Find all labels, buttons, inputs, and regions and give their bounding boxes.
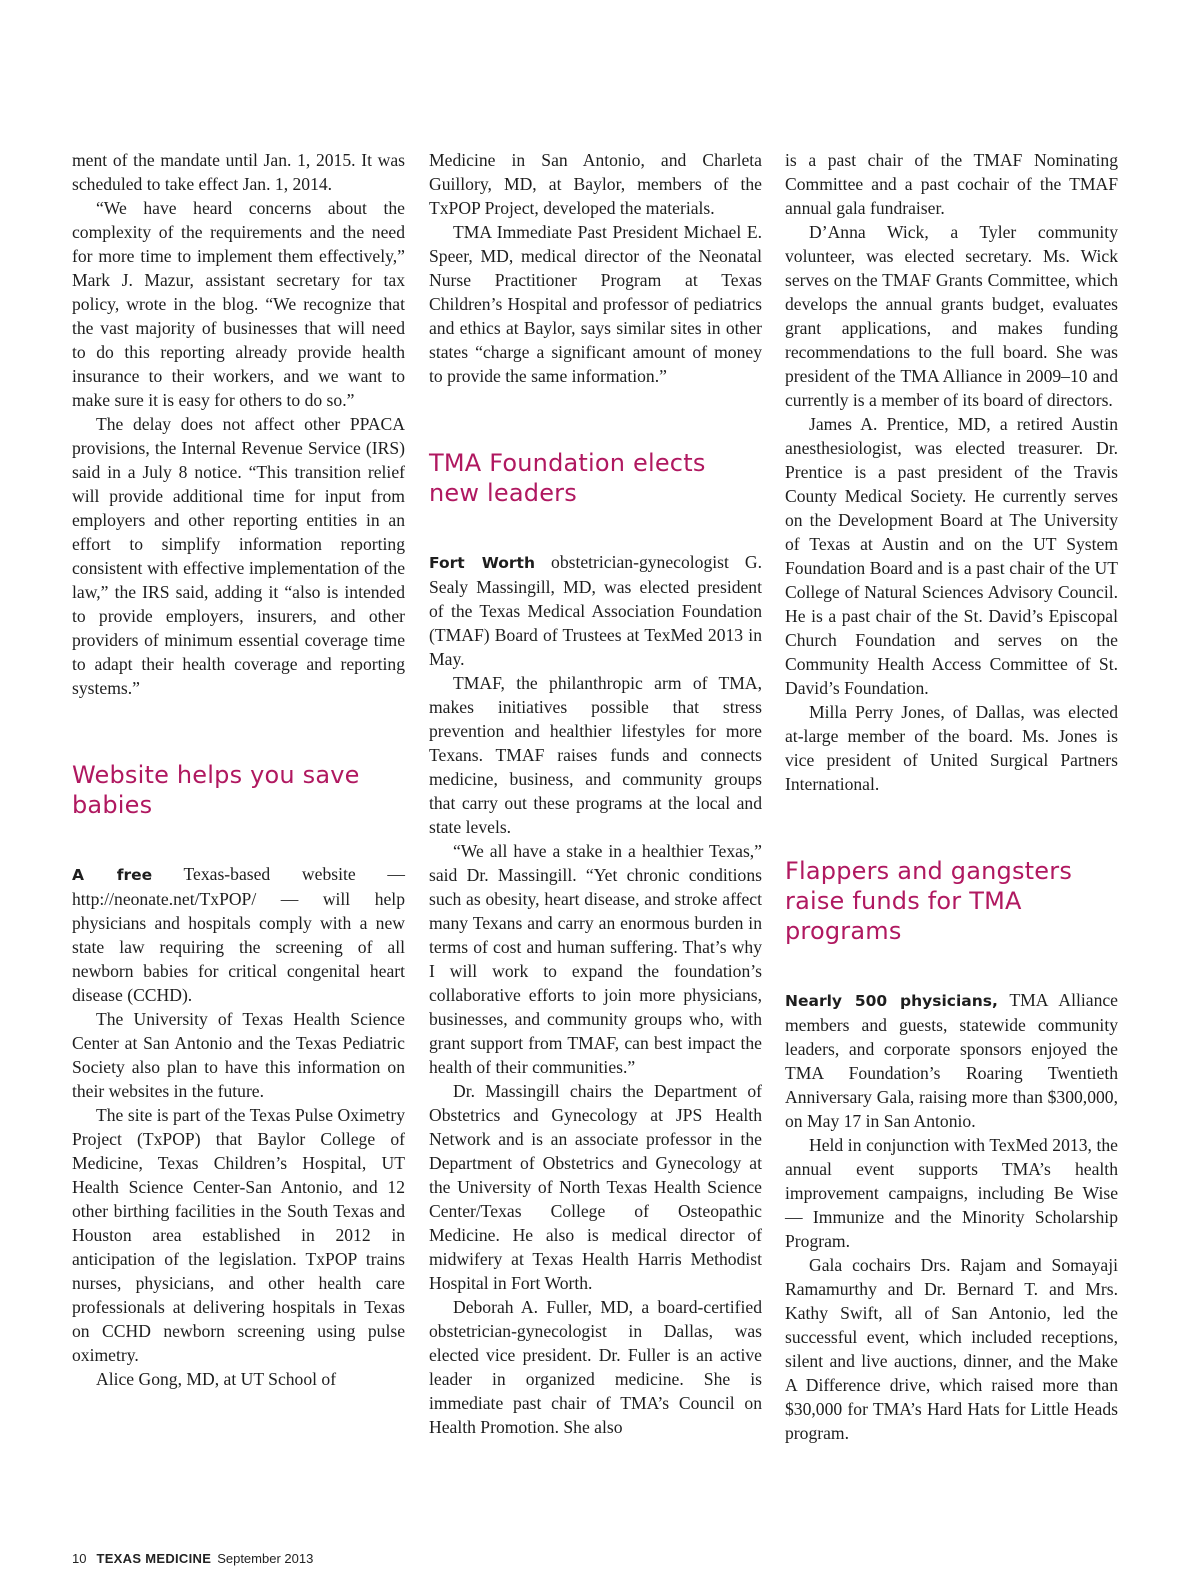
paragraph: ment of the mandate until Jan. 1, 2015. It was scheduled to take effect Jan. 1, 2014. [72, 150, 405, 194]
lead-paragraph [785, 988, 1118, 1133]
issue-date: September 2013 [217, 1551, 314, 1566]
article-column-1 [72, 148, 405, 1391]
paragraph: Held in conjunction with TexMed 2013, the annual event supports TMA’s health improvement campaigns, including Be Wise — Immunize and the Minority Scholarship Program. [785, 1135, 1118, 1251]
article-column-3 [785, 148, 1118, 1445]
paragraph: is a past chair of the TMAF Nominating Committee and a past cochair of the TMAF annual gala fundraiser. [785, 150, 1118, 218]
paragraph-text: Texas-based website — http://neonate.net/TxPOP/ — will help physicians and hospitals comply with a new state law requiring the screening of all newborn babies for critical congenital heart disease (CCHD). [72, 864, 405, 1005]
paragraph: TMAF, the philanthropic arm of TMA, makes initiatives possible that stress prevention and healthier lifestyles for more Texans. TMAF raises funds and connects medicine, business, and community groups that carry out these programs at the local and state levels. [429, 673, 762, 837]
article-heading-website: Website helps you save babies [72, 761, 360, 819]
paragraph: Gala cochairs Drs. Rajam and Somayaji Ramamurthy and Dr. Bernard T. and Mrs. Kathy Swift, all of San Antonio, led the successful event, which included receptions, silent and live auctions, dinner, and the Make A Difference drive, which raised more than $30,000 for TMA’s Hard Hats for Little Heads program. [785, 1255, 1118, 1443]
paragraph: TMA Immediate Past President Michael E. Speer, MD, medical director of the Neonatal Nurse Practitioner Program at Texas Children’s Hospital and professor of pediatrics and ethics at Baylor, says similar sites in other states “charge a significant amount of money to provide the same information.” [429, 222, 762, 386]
lead-paragraph [429, 550, 762, 671]
article-heading-gala: Flappers and gangsters raise funds for TMA programs [785, 857, 1073, 945]
paragraph: Medicine in San Antonio, and Charleta Guillory, MD, at Baylor, members of the TxPOP Project, developed the materials. [429, 150, 762, 218]
article-column-2 [429, 148, 762, 1439]
paragraph: Deborah A. Fuller, MD, a board-certified obstetrician-gynecologist in Dallas, was elected vice president. Dr. Fuller is an active leader in organized medicine. She is immediate past chair of TMA’s Council on Health Promotion. She also [429, 1297, 762, 1437]
paragraph: Alice Gong, MD, at UT School of [96, 1369, 337, 1389]
paragraph: The site is part of the Texas Pulse Oximetry Project (TxPOP) that Baylor College of Medicine, Texas Children’s Hospital, UT Health Science Center-San Antonio, and 12 other birthing facilities in the South Texas and Houston area established in 2012 in anticipation of the legislation. TxPOP trains nurses, physicians, and other health care professionals at delivering hospitals in Texas on CCHD newborn screening using pulse oximetry. [72, 1105, 405, 1365]
lead-in: A free [72, 866, 153, 884]
paragraph-text: TMA Alliance members and guests, statewide community leaders, and corporate sponsors enjoyed the TMA Foundation’s Roaring Twentieth Anniversary Gala, raising more than $300,000, on May 17 in San Antonio. [785, 990, 1118, 1131]
article-heading-foundation: TMA Foundation elects new leaders [429, 449, 706, 507]
paragraph: The delay does not affect other PPACA provisions, the Internal Revenue Service (IRS) said in a July 8 notice. “This transition relief will provide additional time for input from employers and other reporting entities in an effort to simplify information reporting consistent with effective implementation of the law,” the IRS said, adding it “also is intended to provide employers, insurers, and other providers of minimum essential coverage time to adapt their health coverage and reporting systems.” [72, 414, 405, 698]
paragraph-text: obstetrician-gynecologist G. Sealy Massingill, MD, was elected president of the Texas Medical Association Foundation (TMAF) Board of Trustees at TexMed 2013 in May. [429, 552, 763, 669]
lead-in: Fort Worth [429, 554, 535, 572]
paragraph: Dr. Massingill chairs the Department of Obstetrics and Gynecology at JPS Health Network and is an associate professor in the Department of Obstetrics and Gynecology at the University of North Texas Health Science Center/Texas College of Osteopathic Medicine. He also is medical director of midwifery at Texas Health Harris Methodist Hospital in Fort Worth. [429, 1081, 762, 1293]
magazine-title: TEXAS MEDICINE [96, 1551, 212, 1566]
lead-paragraph [72, 862, 405, 1007]
paragraph: “We all have a stake in a healthier Texas,” said Dr. Massingill. “Yet chronic conditions such as obesity, heart disease, and stroke affect many Texans and carry an enormous burden in terms of cost and human suffering. That’s why I will work to expand the foundation’s collaborative efforts to join more physicians, businesses, and community groups who, with grant support from TMAF, can best impact the health of their communities.” [429, 841, 762, 1077]
paragraph: “We have heard concerns about the complexity of the requirements and the need for more time to implement them effectively,” Mark J. Mazur, assistant secretary for tax policy, wrote in the blog. “We recognize that the vast majority of businesses that will need to do this reporting already provide health insurance to their workers, and we want to make sure it is easy for others to do so.” [72, 198, 405, 410]
page-number: 10 [72, 1551, 87, 1566]
page-footer [72, 1551, 313, 1566]
paragraph: The University of Texas Health Science Center at San Antonio and the Texas Pediatric Society also plan to have this information on their websites in the future. [72, 1009, 405, 1101]
paragraph: James A. Prentice, MD, a retired Austin anesthesiologist, was elected treasurer. Dr. Prentice is a past president of the Travis County Medical Society. He currently serves on the Development Board at The University of Texas at Austin and on the UT System Foundation Board and is a past chair of the UT College of Natural Sciences Advisory Council. He is a past chair of the St. David’s Episcopal Church Foundation and serves on the Community Health Access Committee of St. David’s Foundation. [785, 414, 1118, 698]
lead-in: Nearly 500 physicians, [785, 992, 998, 1010]
paragraph: D’Anna Wick, a Tyler community volunteer, was elected secretary. Ms. Wick serves on the TMAF Grants Committee, which develops the annual grants budget, evaluates grant applications, and makes funding recommendations to the full board. She was president of the TMA Alliance in 2009–10 and currently is a member of its board of directors. [785, 222, 1118, 410]
paragraph: Milla Perry Jones, of Dallas, was elected at-large member of the board. Ms. Jones is vice president of United Surgical Partners International. [785, 702, 1118, 794]
